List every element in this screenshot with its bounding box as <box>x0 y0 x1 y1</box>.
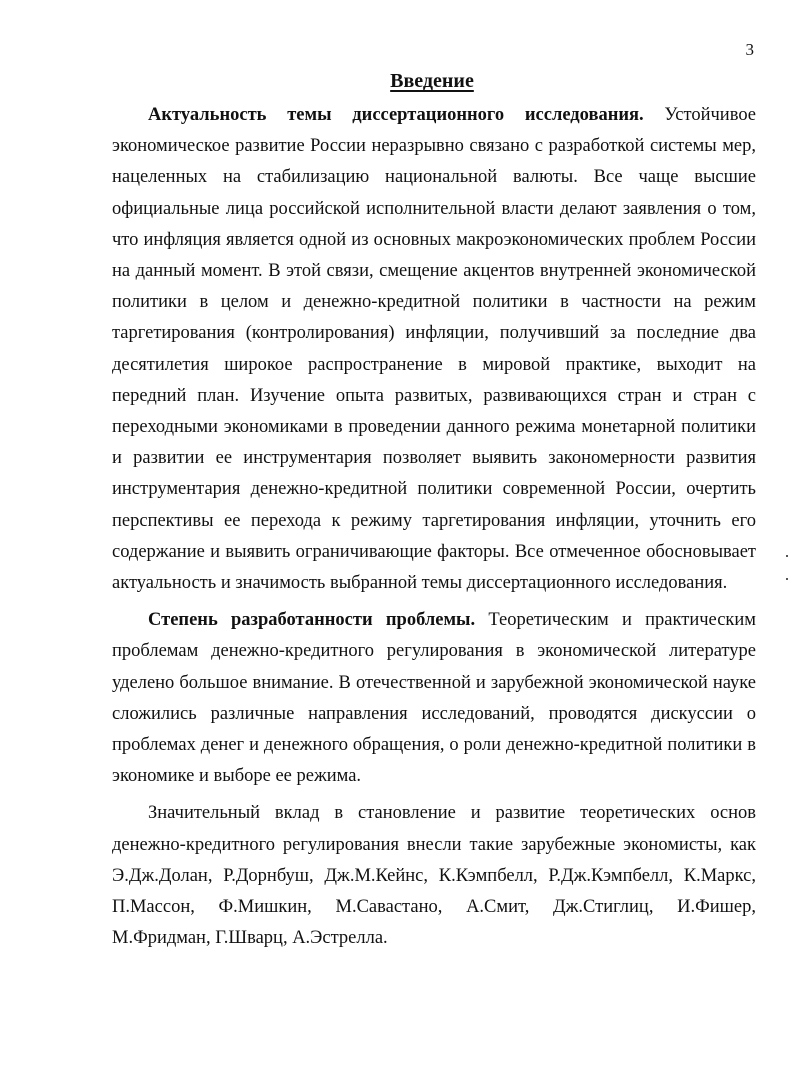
body-text <box>112 100 756 954</box>
paragraph-development <box>112 605 756 792</box>
paragraph-text-development: Теоретическим и практическим проблемам денежно-кредитного регулирования в экономической литературе уделено большое внимание. В отечественной и зарубежной экономической науке сложились различные направления исследований, проводятся дискуссии о проблемах денег и денежного обращения, о роли денежно-кредитной политики в экономике и выборе ее режима. <box>112 610 757 787</box>
paragraph-text-contributors: Значительный вклад в становление и развитие теоретических основ денежно-кредитного регулирования внесли такие зарубежные экономисты, как Э.Дж.Долан, Р.Дорнбуш, Дж.М.Кейнс, К.Кэмпбелл, Р.Дж.Кэмпбелл, К.Маркс, П.Массон, Ф.Мишкин, М.Савастано, А.Смит, Дж.Стиглиц, И.Фишер, М.Фридман, Г.Шварц, А.Эстрелла. <box>112 803 756 949</box>
paragraph-contributors <box>112 798 756 954</box>
scan-speck <box>786 555 788 557</box>
paragraph-lead-development: Степень разработанности проблемы. <box>148 610 476 631</box>
paragraph-relevance <box>112 100 756 599</box>
paragraph-lead-relevance: Актуальность темы диссертационного исследования. <box>148 105 644 125</box>
section-title: Введение <box>390 70 474 92</box>
paragraph-text-relevance: Устойчивое экономическое развитие России неразрывно связано с разработкой системы мер, нацеленных на стабилизацию национальной валюты. Все чаще высшие официальные лица российской исполнительной власти делают заявления о том, что инфляция является одной из основных макроэкономических проблем России на данный момент. В этой связи, смещение акцентов внутренней экономической политики в целом и денежно-кредитной политики в частности на режим таргетирования (контролирования) инфляции, получивший за последние два десятилетия широкое распространение в мировой практике, выходит на передний план. Изучение опыта развитых, развивающихся стран и стран с переходными экономиками в проведении данного режима монетарной политики и развитии ее инструментария позволяет выявить закономерности развития инструментария денежно-кредитной политики современной России, очертить перспективы ее перехода к режиму таргетирования инфляции, уточнить его содержание и выявить ограничивающие факторы. Все отмеченное обосновывает актуальность и значимость выбранной темы диссертационного исследования. <box>112 105 757 594</box>
page-number: 3 <box>745 40 754 59</box>
scan-speck <box>786 578 788 580</box>
